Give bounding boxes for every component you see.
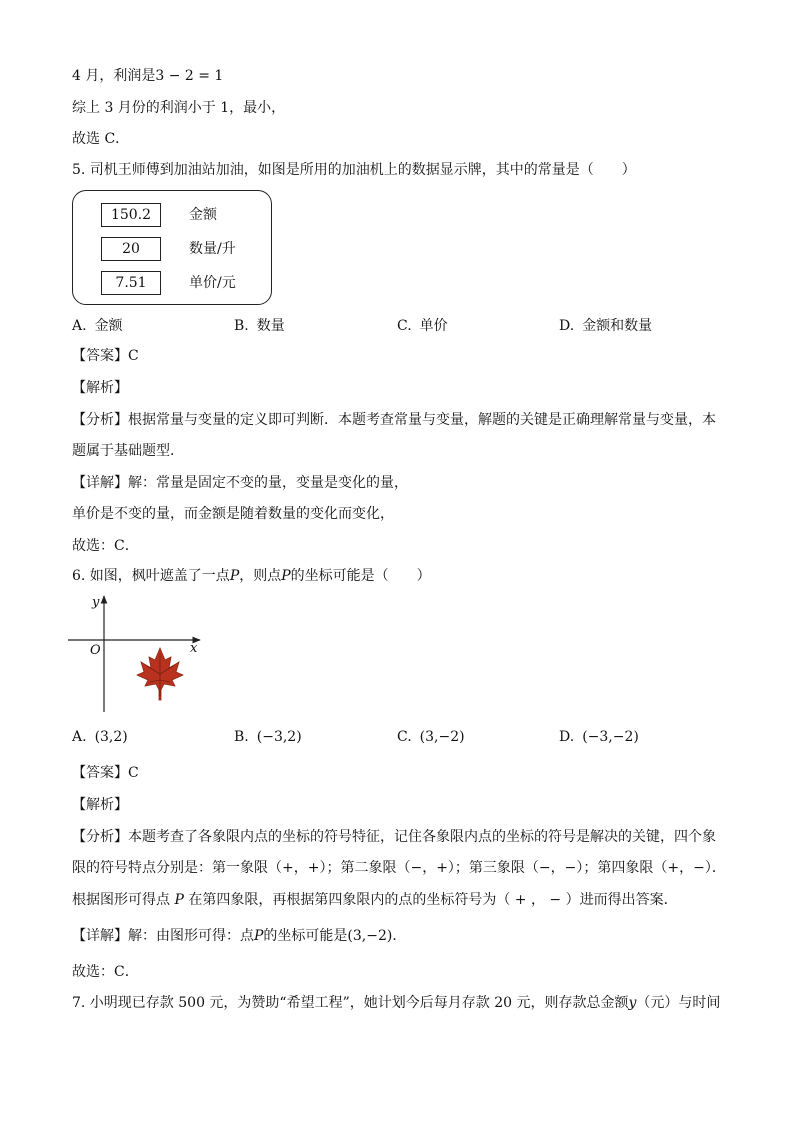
coordinate-figure (68, 592, 208, 714)
detail-text: 【详解】解：常量是固定不变的量，变量是变化的量， (72, 475, 408, 491)
display-value: 7.51 (101, 271, 161, 295)
variable-p: P (229, 568, 240, 584)
analysis-text: 限的符号特点分别是：第一象限（+，+）；第二象限（−，+）；第三象限（−，−）；第四象限（+，−）． (72, 860, 726, 876)
text-line: 4 月，利润是3 − 2 = 1 (72, 68, 224, 84)
variable-y: y (628, 995, 637, 1011)
question-6-choices (72, 726, 732, 748)
variable-p: P (281, 568, 291, 584)
question-5-stem: 5. 司机王师傅到加油站加油，如图是所用的加油机上的数据显示牌，其中的常量是（ ） (72, 162, 636, 178)
choice-c[interactable]: C. 单价 (397, 318, 448, 334)
math-expression: (3,−2) (347, 928, 393, 944)
answer-line: 【答案】C (72, 348, 139, 364)
analysis-text: 【分析】根据常量与变量的定义即可判断．本题考查常量与变量，解题的关键是正确理解常量与变量，本 (72, 412, 716, 428)
choice-a[interactable]: A. (3,2) (72, 729, 128, 745)
conclusion-text: 故选：C． (72, 538, 139, 554)
detail-text: 【详解】解：由图形可得：点P的坐标可能是(3,−2)． (72, 928, 407, 944)
x-axis-label: x (190, 641, 198, 656)
display-value: 150.2 (101, 203, 161, 227)
maple-leaf-icon (137, 648, 183, 700)
display-label: 金额 (189, 207, 217, 223)
analysis-text: 【分析】本题考查了各象限内点的坐标的符号特征，记住各象限内点的坐标的符号是解决的关键，四个象 (72, 829, 716, 845)
question-5-choices (72, 315, 732, 337)
choice-b[interactable]: B. (−3,2) (234, 729, 302, 745)
variable-p: P (174, 892, 184, 908)
detail-text: 单价是不变的量，而金额是随着数量的变化而变化， (72, 506, 394, 522)
choice-d[interactable]: D. 金额和数量 (559, 318, 653, 334)
origin-label: O (90, 643, 101, 658)
fuel-pump-display (72, 190, 272, 305)
text-line: 综上 3 月份的利润小于 1，最小， (72, 100, 286, 116)
analysis-heading: 【解析】 (72, 380, 128, 396)
choice-b[interactable]: B. 数量 (234, 318, 285, 334)
variable-p: P (254, 928, 264, 944)
math-expression: 3 − 2 = 1 (155, 68, 224, 84)
question-6-stem: 6. 如图，枫叶遮盖了一点P，则点P的坐标可能是（ ） (72, 568, 431, 584)
answer-line: 【答案】C (72, 765, 139, 781)
choice-c[interactable]: C. (3,−2) (397, 729, 465, 745)
analysis-text: 根据图形可得点 P 在第四象限，再根据第四象限内的点的坐标符号为（ + ， − ）进而得出答案． (72, 892, 678, 908)
choice-d[interactable]: D. (−3,−2) (559, 729, 639, 745)
analysis-heading: 【解析】 (72, 797, 128, 813)
display-label: 单价/元 (189, 275, 236, 291)
choice-a[interactable]: A. 金额 (72, 318, 123, 334)
analysis-text: 题属于基础题型． (72, 443, 184, 459)
y-axis-label: y (92, 595, 100, 610)
conclusion-text: 故选：C． (72, 964, 139, 980)
display-label: 数量/升 (189, 241, 236, 257)
question-7-stem: 7. 小明现已存款 500 元，为赞助“希望工程”，她计划今后每月存款 20 元，则存款总金额y（元）与时间 (72, 995, 721, 1011)
text-line: 故选 C． (72, 131, 130, 147)
display-value: 20 (101, 237, 161, 261)
